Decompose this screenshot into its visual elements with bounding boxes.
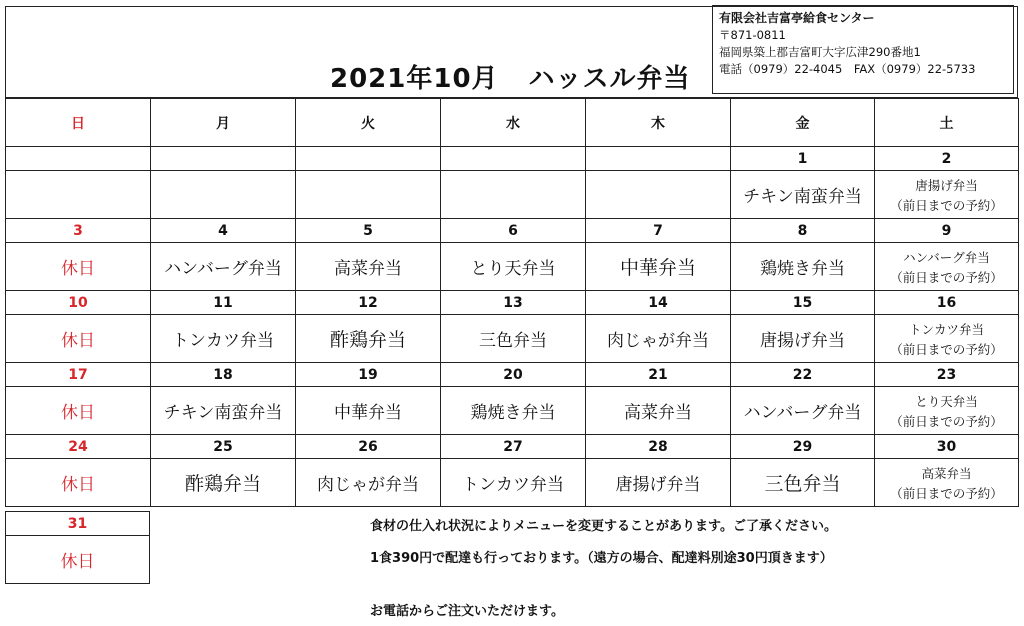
day-cell: 2 bbox=[875, 147, 1019, 171]
day-cell: 28 bbox=[586, 435, 731, 459]
weekday-sun: 日 bbox=[6, 99, 151, 147]
menu-cell: 中華弁当 bbox=[586, 243, 731, 291]
phone-order-note: お電話からご注文いただけます。 bbox=[370, 604, 564, 619]
weekday-mon: 月 bbox=[151, 99, 296, 147]
day-cell: 27 bbox=[441, 435, 586, 459]
menu-cell bbox=[586, 171, 731, 219]
saturday-menu-cell bbox=[875, 387, 1019, 435]
day-cell: 15 bbox=[731, 291, 875, 315]
menu-cell: ハンバーグ弁当 bbox=[151, 243, 296, 291]
holiday-cell: 休日 bbox=[6, 315, 151, 363]
weekday-wed: 水 bbox=[441, 99, 586, 147]
saturday-menu: 高菜弁当 bbox=[921, 465, 972, 481]
saturday-reservation-note: （前日までの予約） bbox=[890, 341, 1003, 357]
day-cell bbox=[151, 147, 296, 171]
title-month: 2021年10月 bbox=[330, 64, 499, 94]
day-cell: 26 bbox=[296, 435, 441, 459]
menu-cell: 高菜弁当 bbox=[586, 387, 731, 435]
day-cell: 5 bbox=[296, 219, 441, 243]
saturday-menu-cell bbox=[875, 315, 1019, 363]
weekday-thu: 木 bbox=[586, 99, 731, 147]
day-cell: 18 bbox=[151, 363, 296, 387]
saturday-menu: とり天弁当 bbox=[915, 393, 978, 409]
menu-cell: とり天弁当 bbox=[441, 243, 586, 291]
menu-cell: 鶏焼き弁当 bbox=[441, 387, 586, 435]
saturday-reservation-note: （前日までの予約） bbox=[890, 485, 1003, 501]
menu-cell: 肉じゃが弁当 bbox=[296, 459, 441, 507]
saturday-menu: トンカツ弁当 bbox=[908, 321, 984, 337]
page-title bbox=[330, 58, 691, 95]
day-cell: 25 bbox=[151, 435, 296, 459]
menu-cell: トンカツ弁当 bbox=[441, 459, 586, 507]
menu-cell: 酢鶏弁当 bbox=[151, 459, 296, 507]
saturday-reservation-note: （前日までの予約） bbox=[890, 269, 1003, 285]
menu-cell: 肉じゃが弁当 bbox=[586, 315, 731, 363]
menu-cell bbox=[6, 171, 151, 219]
saturday-menu-cell bbox=[875, 171, 1019, 219]
day-cell: 16 bbox=[875, 291, 1019, 315]
company-contact: 電話（0979）22-4045 FAX（0979）22-5733 bbox=[719, 62, 976, 76]
day-cell bbox=[6, 147, 151, 171]
day-cell: 17 bbox=[6, 363, 151, 387]
week-2-days bbox=[6, 219, 1019, 243]
day-cell: 23 bbox=[875, 363, 1019, 387]
holiday-cell: 休日 bbox=[6, 387, 151, 435]
calendar-grid bbox=[5, 98, 1019, 507]
day-cell: 29 bbox=[731, 435, 875, 459]
day-cell: 6 bbox=[441, 219, 586, 243]
day-cell: 4 bbox=[151, 219, 296, 243]
week-5-menus bbox=[6, 459, 1019, 507]
saturday-menu-cell bbox=[875, 243, 1019, 291]
saturday-reservation-note: （前日までの予約） bbox=[890, 413, 1003, 429]
menu-cell: 酢鶏弁当 bbox=[296, 315, 441, 363]
menu-cell: 三色弁当 bbox=[441, 315, 586, 363]
menu-cell: ハンバーグ弁当 bbox=[731, 387, 875, 435]
day-cell bbox=[586, 147, 731, 171]
menu-cell: 高菜弁当 bbox=[296, 243, 441, 291]
company-address: 福岡県築上郡吉富町大字広津290番地1 bbox=[719, 45, 921, 59]
weekday-header-row bbox=[6, 99, 1019, 147]
day-cell: 14 bbox=[586, 291, 731, 315]
menu-cell: 中華弁当 bbox=[296, 387, 441, 435]
menu-cell bbox=[151, 171, 296, 219]
week-1-days bbox=[6, 147, 1019, 171]
menu-cell: 唐揚げ弁当 bbox=[586, 459, 731, 507]
day-cell: 20 bbox=[441, 363, 586, 387]
day-cell bbox=[441, 147, 586, 171]
day-cell: 12 bbox=[296, 291, 441, 315]
week-3-menus bbox=[6, 315, 1019, 363]
day-cell: 11 bbox=[151, 291, 296, 315]
title-name: ハッスル弁当 bbox=[528, 64, 691, 94]
holiday-cell: 休日 bbox=[6, 243, 151, 291]
day-cell: 30 bbox=[875, 435, 1019, 459]
day-cell-31: 31 bbox=[6, 512, 150, 536]
week-4-days bbox=[6, 363, 1019, 387]
weekday-fri: 金 bbox=[731, 99, 875, 147]
menu-cell: チキン南蛮弁当 bbox=[731, 171, 875, 219]
day-cell: 24 bbox=[6, 435, 151, 459]
day-cell: 9 bbox=[875, 219, 1019, 243]
day-cell bbox=[296, 147, 441, 171]
company-info-box bbox=[712, 5, 1014, 94]
menu-cell: 三色弁当 bbox=[731, 459, 875, 507]
day-cell: 10 bbox=[6, 291, 151, 315]
day-cell: 1 bbox=[731, 147, 875, 171]
week-5-days bbox=[6, 435, 1019, 459]
saturday-menu: 唐揚げ弁当 bbox=[915, 177, 978, 193]
day-cell: 7 bbox=[586, 219, 731, 243]
weekday-sat: 土 bbox=[875, 99, 1019, 147]
menu-cell: 鶏焼き弁当 bbox=[731, 243, 875, 291]
saturday-reservation-note: （前日までの予約） bbox=[890, 197, 1003, 213]
saturday-menu: ハンバーグ弁当 bbox=[903, 249, 990, 265]
day-cell: 3 bbox=[6, 219, 151, 243]
menu-cell: 唐揚げ弁当 bbox=[731, 315, 875, 363]
holiday-cell: 休日 bbox=[6, 459, 151, 507]
day-cell: 13 bbox=[441, 291, 586, 315]
menu-cell: トンカツ弁当 bbox=[151, 315, 296, 363]
menu-change-note: 食材の仕入れ状況によりメニューを変更することがあります。ご了承ください。 bbox=[370, 519, 837, 534]
menu-cell bbox=[441, 171, 586, 219]
day-cell: 22 bbox=[731, 363, 875, 387]
delivery-note: 1食390円で配達も行っております。（遠方の場合、配達料別途30円頂きます） bbox=[370, 551, 833, 566]
day-cell: 19 bbox=[296, 363, 441, 387]
week-1-menus bbox=[6, 171, 1019, 219]
weekday-tue: 火 bbox=[296, 99, 441, 147]
company-name: 有限会社吉富亭給食センター bbox=[719, 11, 875, 25]
menu-cell bbox=[296, 171, 441, 219]
week-4-menus bbox=[6, 387, 1019, 435]
holiday-cell-31: 休日 bbox=[6, 536, 150, 584]
day-cell: 8 bbox=[731, 219, 875, 243]
week-3-days bbox=[6, 291, 1019, 315]
company-postal: 〒871-0811 bbox=[719, 28, 786, 42]
week-2-menus bbox=[6, 243, 1019, 291]
day-cell: 21 bbox=[586, 363, 731, 387]
menu-cell: チキン南蛮弁当 bbox=[151, 387, 296, 435]
saturday-menu-cell bbox=[875, 459, 1019, 507]
last-week-grid bbox=[5, 511, 150, 584]
